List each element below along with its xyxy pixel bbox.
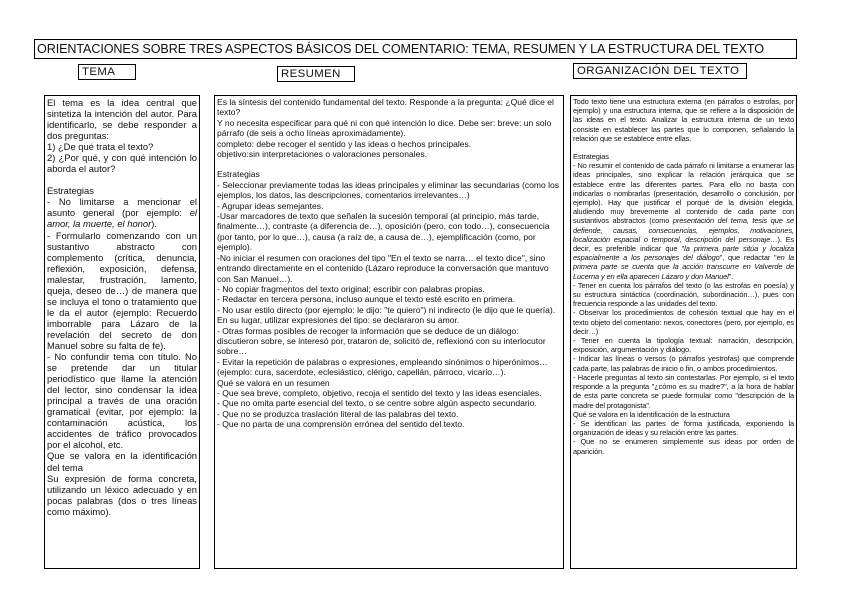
tema-valora-text: Su expresión de forma concreta, utilizando un léxico adecuado y en pocas palabras (dos o tres líneas como máximo). [47,472,197,517]
page-title: ORIENTACIONES SOBRE TRES ASPECTOS BÁSICOS DEL COMENTARIO: TEMA, RESUMEN Y LA ESTRUCTURA DEL TEXTO [34,39,797,59]
resumen-paragraph-4: objetivo:sin interpretaciones o valoraciones personales. [217,149,427,160]
org-strategy-1 [573,161,794,281]
resumen-strategy-6: - Redactar en tercera persona, incluso aunque el texto esté escrito en primera. [217,294,515,305]
resumen-valora-4: - Que no parta de una comprensión errónea del sentido del texto. [217,419,465,430]
tema-intro: El tema es la idea central que sintetiza la intención del autor. Para identificarlo, se debe responder a dos preguntas: [47,97,197,142]
resumen-paragraph-2: Y no necesita especificar para qué ni con qué intención lo dice. Debe ser: breve: un solo párrafo (de seis a ocho líneas aproximadamente). [217,117,552,139]
resumen-strategy-5: - No copiar fragmentos del texto original; escribir con palabras propias. [217,283,485,294]
org-valora-1: - Se identifican las partes de forma justificada, exponiendo la organización de ideas y su relación entre las partes. [573,418,794,438]
org-strategy-1-d: ". [728,271,734,281]
tema-strategy-1 [47,196,197,229]
org-valora-2: - Que no se enumeren simplemente sus ideas por orden de aparición. [573,437,794,456]
org-intro: Todo texto tiene una estructura externa (en párrafos o estrofas, por ejemplo) y una estructura interna, que se refiere a la disposición de las ideas en el texto. Analizar la estructura interna de un texto consiste en establecer las partes que lo componen, señalando la relación que se establece entre ellas. [573,97,794,143]
column-organizacion [570,95,797,569]
tema-strategy-1-text: - No limitarse a mencionar el asunto general (por ejemplo: [47,196,197,219]
org-strategy-2: - Tener en cuenta los párrafos del texto (o las estrofas en poesía) y su estructura sintáctica (coordinación, subordinación…), pues con frecuencia responde a las unidades del texto. [573,280,794,309]
column-resumen [214,95,564,569]
resumen-strategy-3: -Usar marcadores de texto que señalen la sucesión temporal (al principio, más tarde, finalmente…), contraste (a diferencia de…), oposición (pero, con todo…), consecuencia (por tanto, por lo que…), causa (a raíz de, a causa de…), ejemplificación (como, por ejemplo). [217,211,550,253]
org-strategy-4: - Tener en cuenta la tipología textual: narración, descripción, exposición, argumentación y diálogo. [573,336,794,355]
org-strategy-3: - Observar los procedimientos de cohesión textual que hay en el texto objeto del comentario: nexos, conectores (pero, por ejemplo, es decir…) [573,308,794,336]
org-strategy-1-a: - No resumir el contenido de cada párrafo ni limitarse a enumerar las ideas principales, sino explicar la relación jerárquica que se establece entre las diferentes partes. Para ello no basta con indicarlas o nombrarlas (presentación, desarrollo o conclusión, por ejemplo). Hay que justificar el porqué de la división elegida, aludiendo muy brevemente al contenido de cada parte con sustantivos abstractos (como [573,161,794,226]
resumen-strategy-8: - Otras formas posibles de recoger la información que se deduce de un diálogo: discutieron sobre, se interesó por, trataron de, solicitó de, reflexionó con su interlocutor sobre… [217,325,546,357]
org-strategy-1-em3: en la primera parte se cuenta que la acción transcurre en Valverde de Lucerna y en ella aparecen Lázaro y don Manuel [573,253,795,281]
header-organizacion: ORGANIZACIÓN DEL TEXTO [573,63,747,79]
org-strategies-title: Estrategias [573,152,609,162]
resumen-valora-2: - Que no omita parte esencial del texto, o se centre sobre algún aspecto secundario. [217,398,537,409]
header-resumen: RESUMEN [277,66,355,82]
tema-strategies-title: Estrategias [47,185,94,197]
tema-strategy-2: - Formularlo comenzando con un sustantivo abstracto con complemento (crítica, denuncia, reflexión, exposición, defensa, malestar, frustración, lamento, queja, deseo de…) de manera que se incluya el tono o tratamiento que le da el autor (ejemplo: Recuerdo imborrable para Lázaro de la revelación del secreto de don Manuel sobre su falta de fe). [47,229,197,351]
org-strategy-5: - Indicar las líneas o versos (o párrafos yestrofas) que comprende cada parte, las palabras de inicio o fin, o ambos procedimientos. [573,354,794,373]
org-strategy-1-em1: presentación del tema, tesis que se defiende, causas, consecuencias, ejemplos, motivaciones, localización espacial o temporal, descripción del personaje… [573,216,794,244]
org-valora-title: Qué se valora en la identificación de la estructura [573,409,730,419]
resumen-strategy-9: - Evitar la repetición de palabras o expresiones, empleando sinónimos o hiperónimos… (ejemplo: cura, sacerdote, eclesiástico, clérigo, capellán, párroco, vicario…). [217,356,548,378]
resumen-strategy-4: -No iniciar el resumen con oraciones del tipo "En el texto se narra… el texto dice", sino entrando directamente en el contenido (Lázaro reproduce la conversación que mantuvo con San Manuel…). [217,252,549,284]
resumen-strategy-2: - Agrupar ideas semejantes. [217,200,324,211]
resumen-strategy-7: - No usar estilo directo (por ejemplo: le dijo: "te quiero") ni indirecto (le dijo que le quería). En su lugar, utilizar expresiones del tipo: se declararon su amor. [217,304,556,326]
tema-strategy-1-examples: el amor, la muerte, el honor [47,207,197,230]
resumen-strategies-title: Estrategias [217,169,260,180]
resumen-paragraph-3: completo: debe recoger el sentido y las ideas o hechos principales. [217,138,472,149]
org-strategy-1-c: ", que redactar " [719,253,777,263]
tema-strategy-3: - No confundir tema con título. No se pretende dar un titular periodístico que llame la atención del lector, sino condensar la idea principal a través de una oración gramatical (evitar, por ejemplo: la contaminación acústica, los accidentes de tráfico provocados por el alcohol, etc. [47,351,197,451]
org-strategy-1-b: ). Es decir, es preferible indicar que " [573,234,794,254]
resumen-valora-1: - Que sea breve, completo, objetivo, recoja el sentido del texto y las ideas esenciales. [217,387,542,398]
tema-strategy-1-end: ). [151,218,157,230]
org-strategy-6: - Hacerle preguntas al texto sin contestarlas. Por ejemplo, si el texto responde a la pregunta "¿cómo es su madre?", a la hora de hablar de esta parte concreta se puede formular como "descripción de la madre del protagonista". [573,372,794,410]
column-tema [44,95,200,569]
tema-valora-title: Que se valora en la identificación del tema [47,450,197,473]
resumen-intro: Es la síntesis del contenido fundamental del texto. Responde a la pregunta: ¿Qué dice el texto? [217,97,554,118]
resumen-valora-3: - Que no se produzca traslación literal de las palabras del texto. [217,408,459,419]
org-strategy-1-em2: la primera parte sitúa y localiza espacialmente a los personajes del diálogo [573,244,795,263]
tema-question-2: 2) ¿Por qué, y con qué intención lo aborda el autor? [47,152,197,175]
resumen-valora-title: Qué se valora en un resumen [217,377,330,388]
tema-question-1: 1) ¿De qué trata el texto? [47,141,154,153]
resumen-strategy-1: - Seleccionar previamente todas las ideas principales y eliminar las secundarias (como los ejemplos, los datos, las descripciones, comentarios irrelevantes…) [217,179,560,201]
header-tema: TEMA [78,64,136,80]
